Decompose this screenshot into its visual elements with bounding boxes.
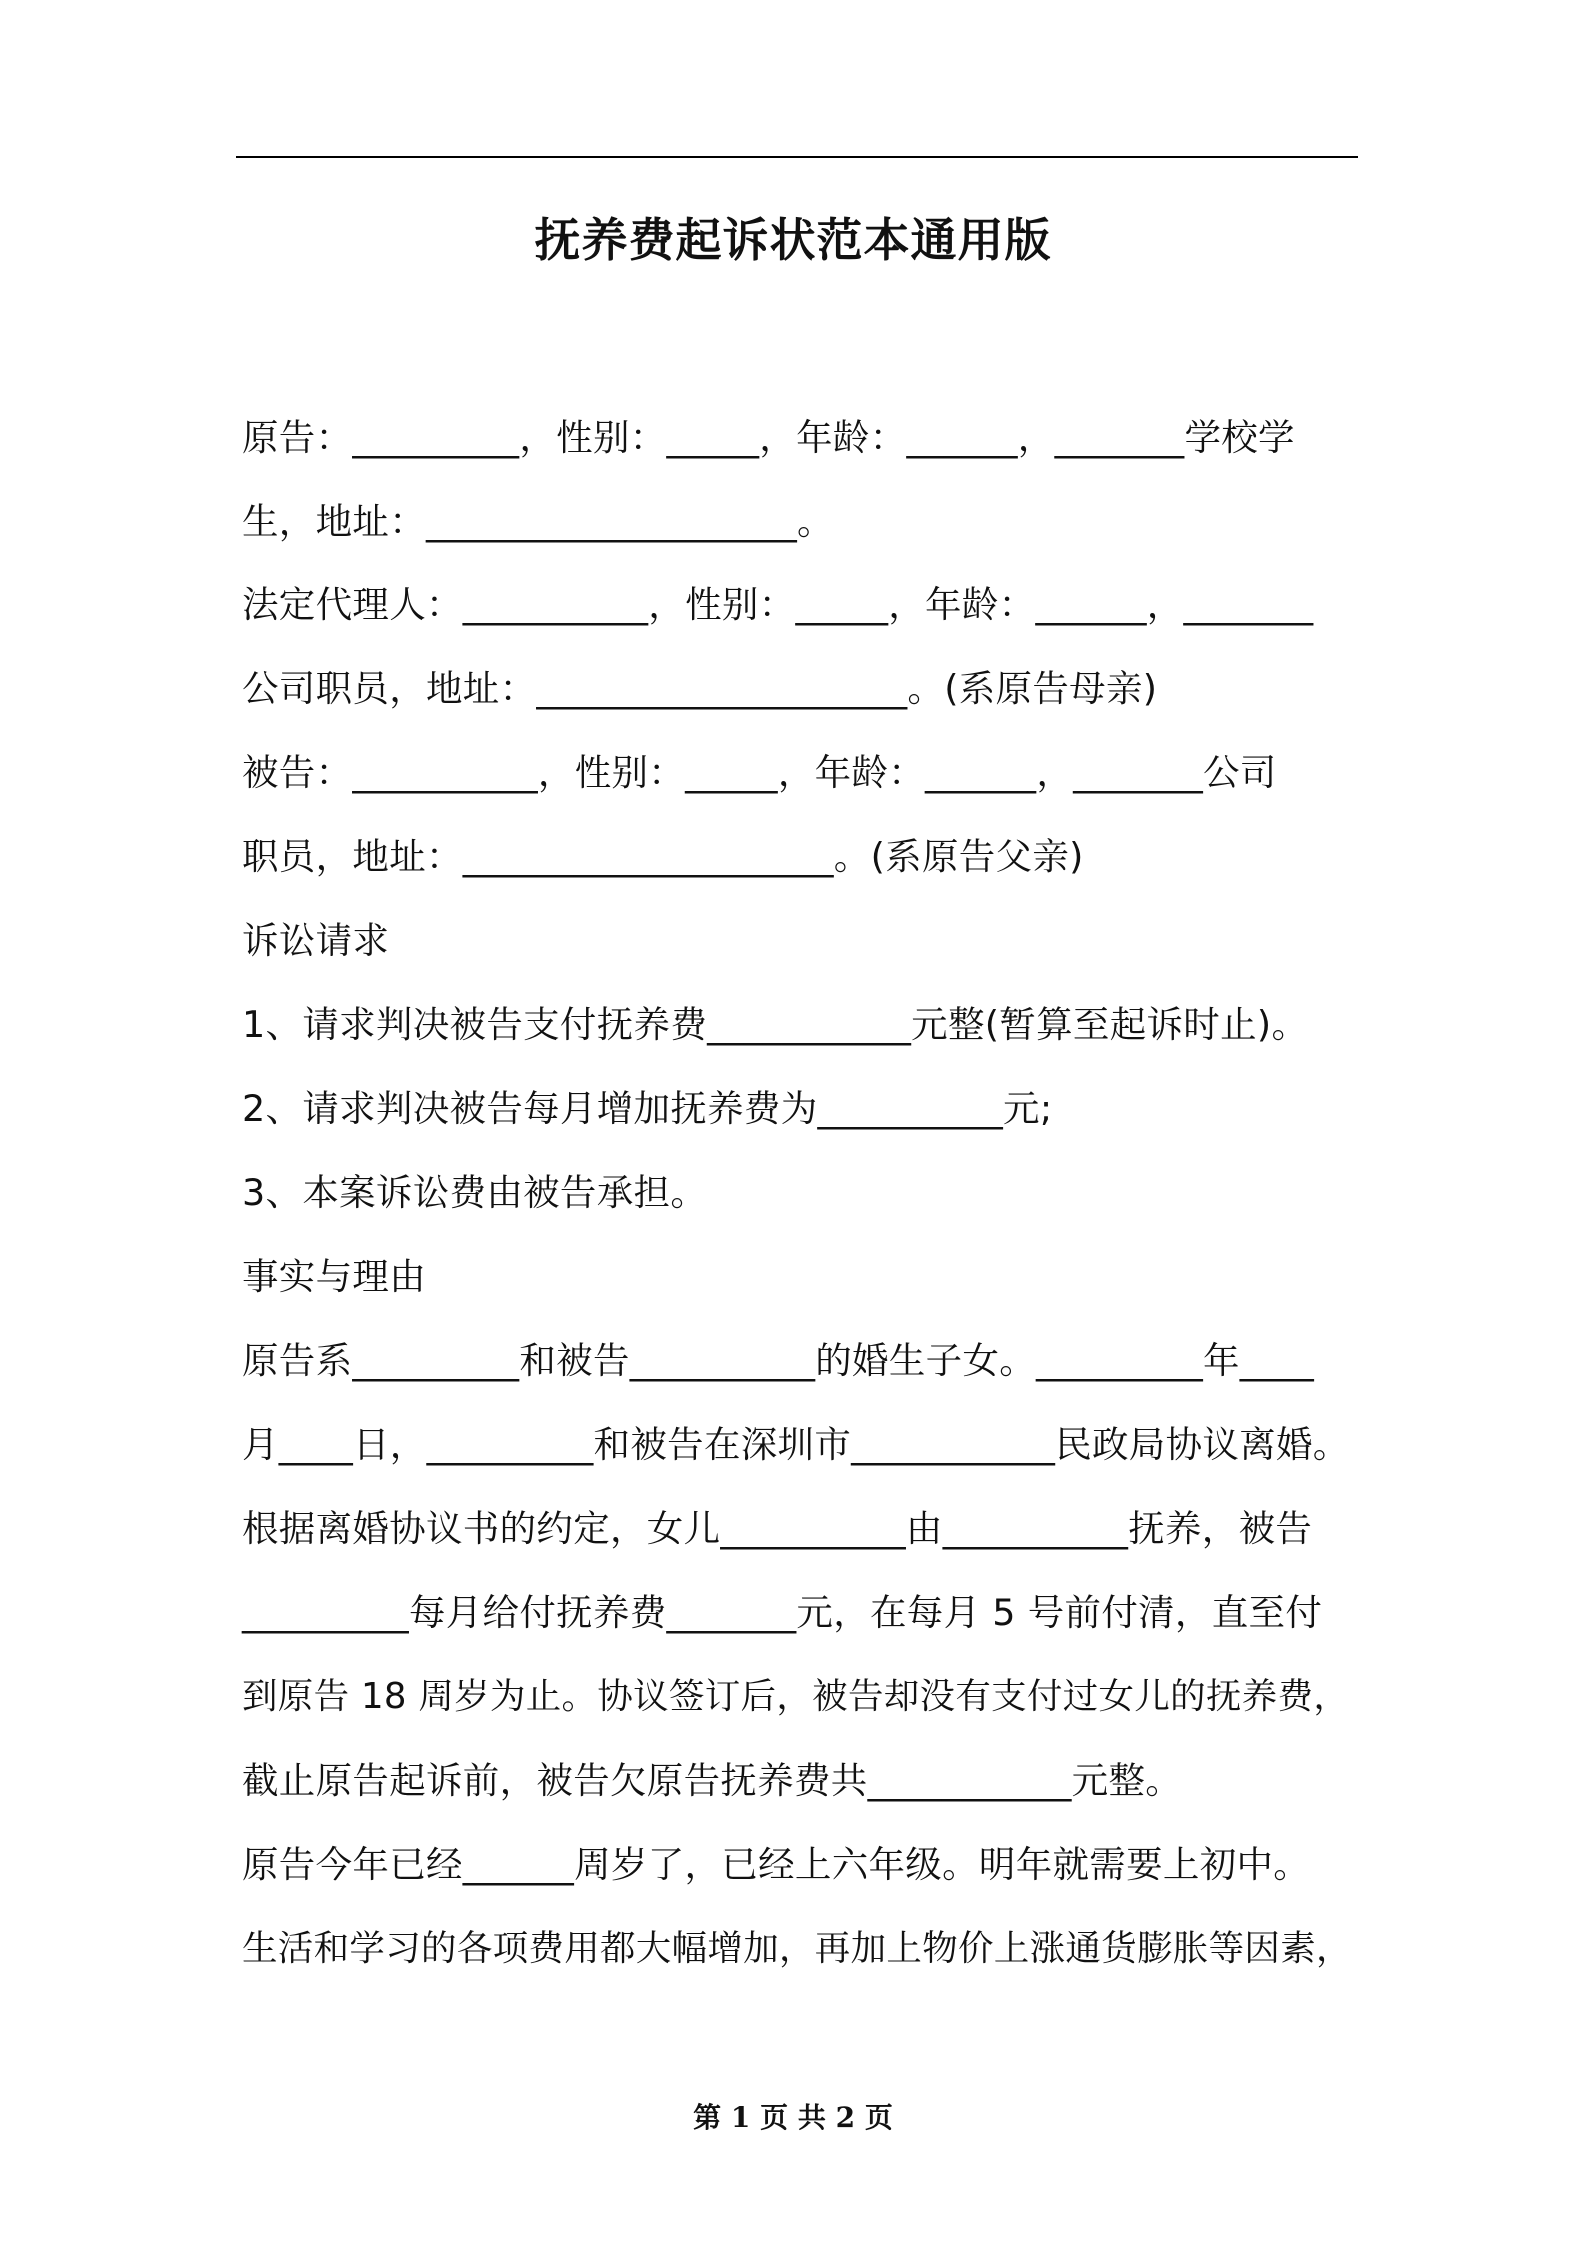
body-line-defendant-address: 职员，地址：____________________。(系原告父亲) [242,835,1084,878]
facts-line-4: _________每月给付抚养费_______元，在每月 5 号前付清，直至付 [242,1591,1323,1634]
page-number-footer: 第 1 页 共 2 页 [693,2101,893,2134]
facts-line-7: 原告今年已经______周岁了，已经上六年级。明年就需要上初中。 [242,1843,1311,1886]
body-line-plaintiff: 原告：_________，性别：_____，年龄：______，_______学校学 [242,416,1295,459]
facts-line-5: 到原告 18 周岁为止。协议签订后，被告却没有支付过女儿的抚养费， [242,1676,1350,1717]
facts-line-6: 截止原告起诉前，被告欠原告抚养费共___________元整。 [242,1759,1183,1802]
facts-line-1: 原告系_________和被告__________的婚生子女。_________年____ [242,1339,1314,1382]
body-line-representative-address: 公司职员，地址：____________________。(系原告母亲) [242,667,1158,710]
claim-item-2: 2、请求判决被告每月增加抚养费为__________元; [242,1087,1053,1130]
section-heading-facts: 事实与理由 [242,1255,426,1298]
section-heading-claims: 诉讼请求 [242,919,390,962]
header-rule [236,156,1358,158]
body-line-legal-representative: 法定代理人：__________，性别：_____，年龄：______，_______ [242,583,1314,626]
facts-line-2: 月____日，_________和被告在深圳市___________民政局协议离婚。 [242,1423,1350,1466]
facts-line-3: 根据离婚协议书的约定，女儿__________由__________抚养，被告 [242,1507,1313,1550]
claim-item-1: 1、请求判决被告支付抚养费___________元整(暂算至起诉时止)。 [242,1003,1309,1046]
body-line-defendant: 被告：__________，性别：_____，年龄：______，_______公司 [242,751,1277,794]
facts-line-8: 生活和学习的各项费用都大幅增加，再加上物价上涨通货膨胀等因素， [242,1928,1352,1969]
body-line-plaintiff-address: 生，地址：____________________。 [242,500,834,543]
claim-item-3: 3、本案诉讼费由被告承担。 [242,1171,708,1214]
document-title: 抚养费起诉状范本通用版 [534,213,1052,267]
